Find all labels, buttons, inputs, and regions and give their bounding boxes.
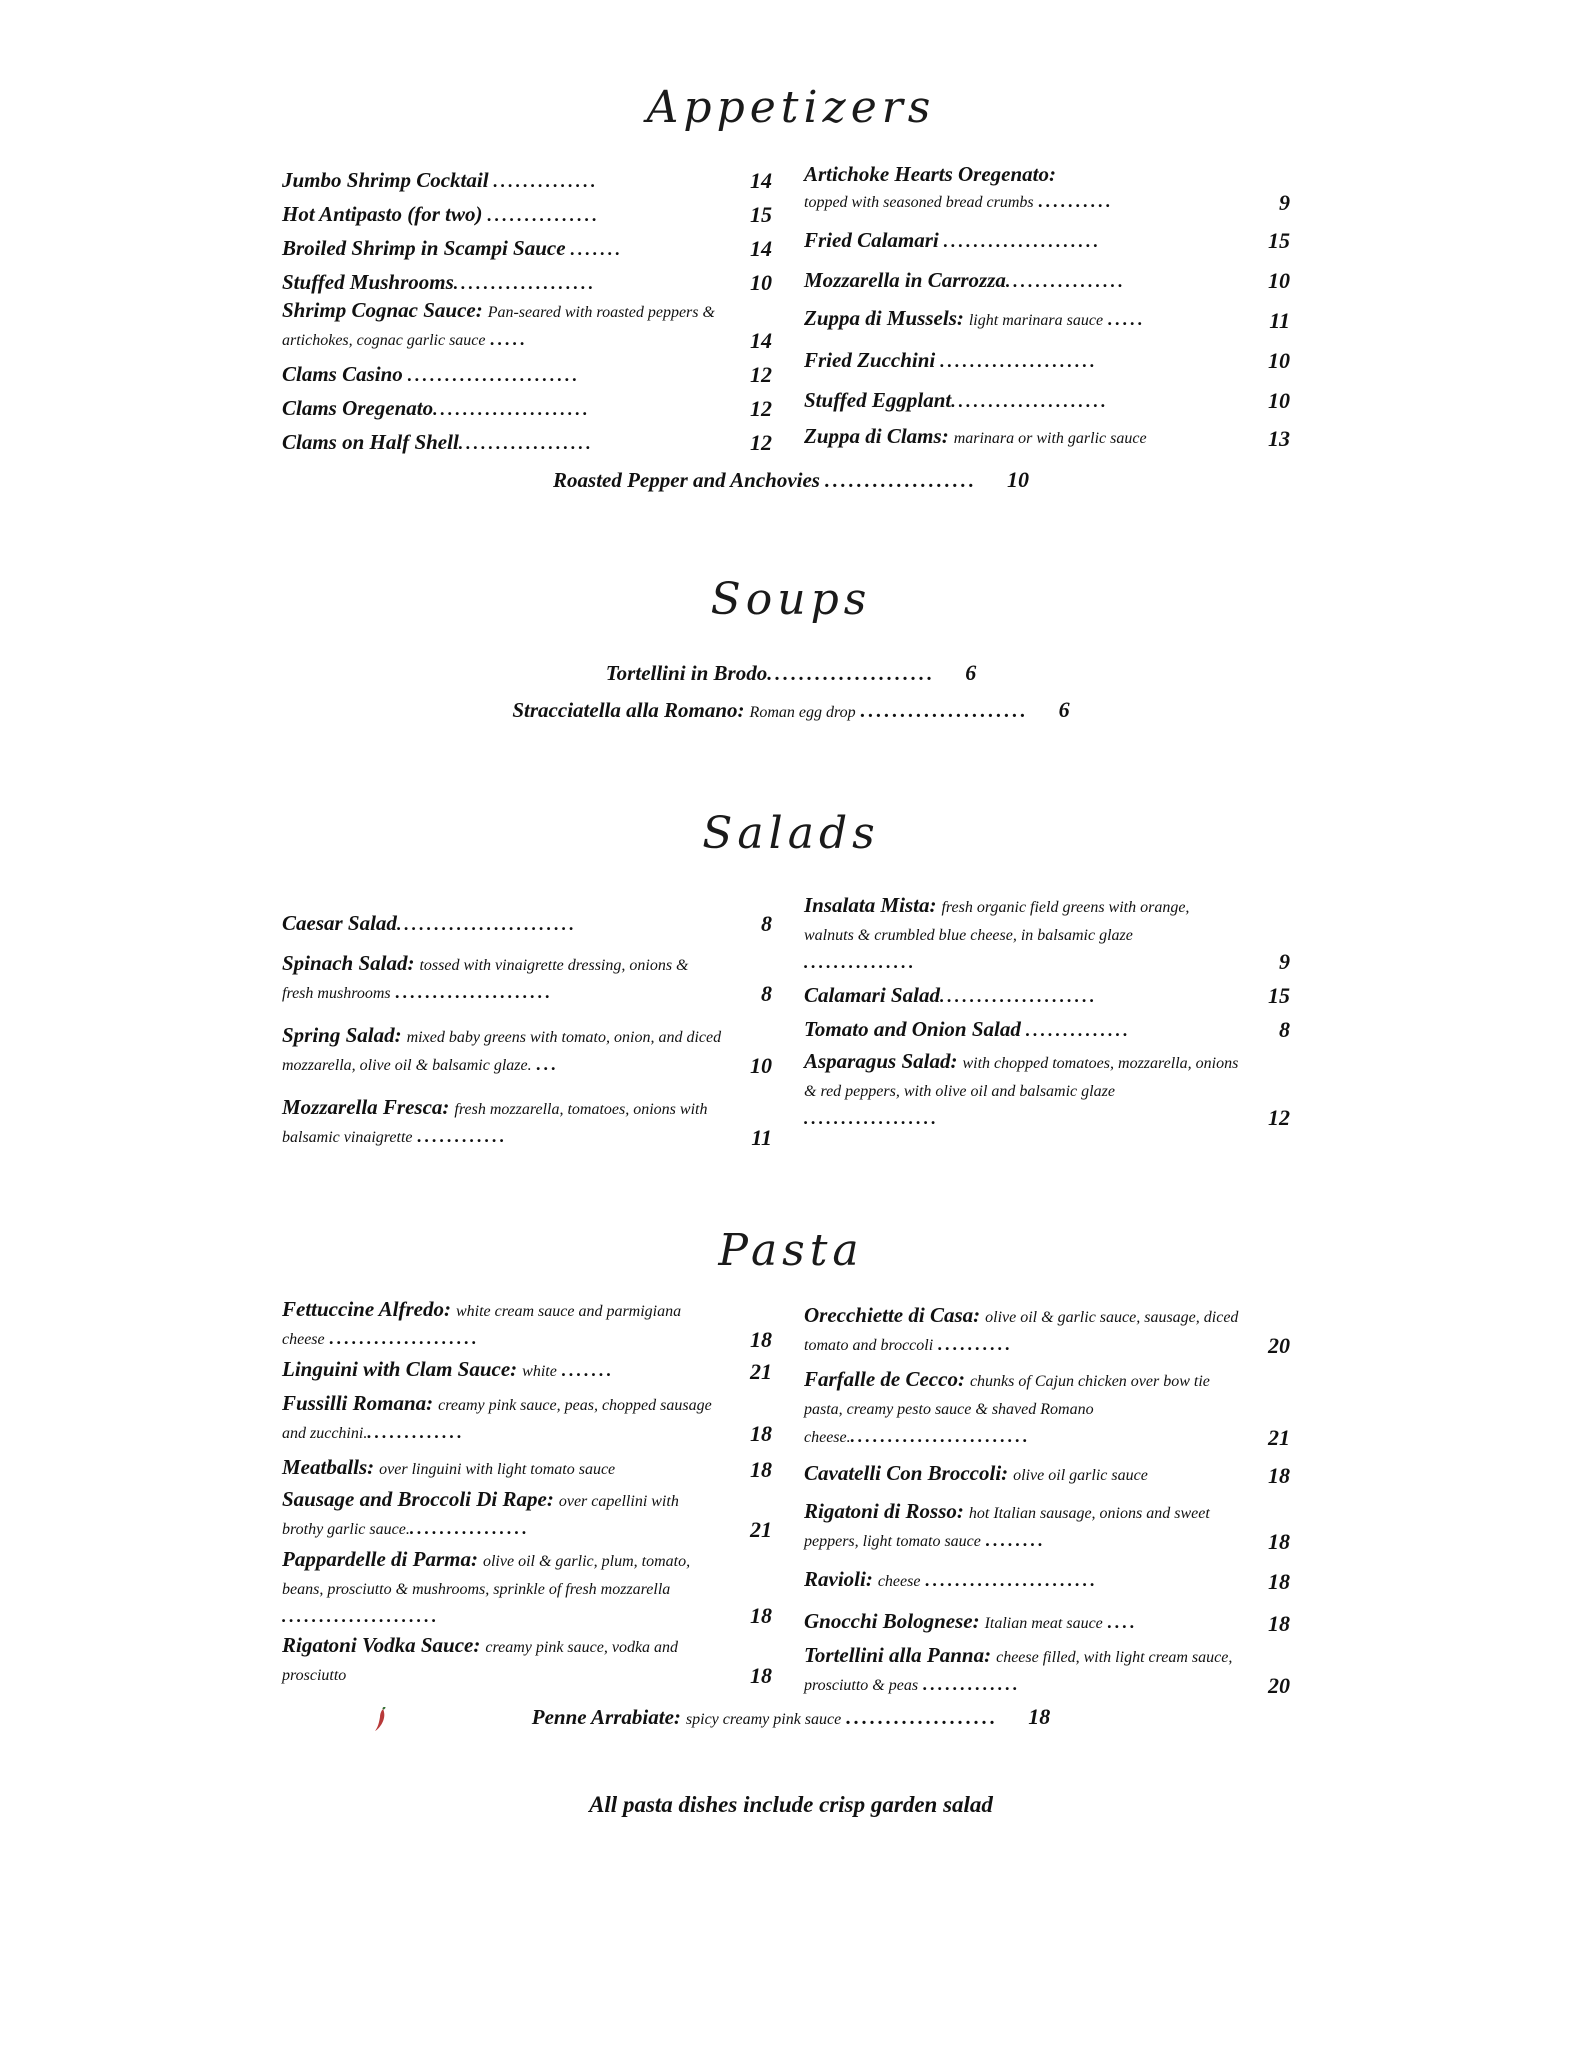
item-name: Clams on Half Shell (282, 430, 459, 454)
menu-item: Shrimp Cognac Sauce: Pan-seared with roasted peppers & artichokes, cognac garlic sauce ..... 14 (282, 298, 772, 353)
center-menu-item: Roasted Pepper and Anchovies ................... 10 (553, 467, 1029, 492)
item-price: 9 (1279, 190, 1290, 215)
pasta-title: Pasta (718, 1225, 864, 1276)
menu-item: Asparagus Salad: with chopped tomatoes, mozzarella, onions & red peppers, with olive oil and balsamic glaze .................. 12 (804, 1049, 1290, 1130)
item-price: 10 (750, 1053, 772, 1078)
item-name: Shrimp Cognac Sauce: (282, 298, 483, 322)
item-name: Linguini with Clam Sauce: (282, 1357, 518, 1381)
item-name: Roasted Pepper and Anchovies (553, 468, 820, 492)
item-description: mixed baby greens with tomato, onion, and diced mozzarella, olive oil & balsamic glaze. (282, 1029, 722, 1074)
item-price: 18 (1268, 1611, 1290, 1636)
menu-item: Spinach Salad: tossed with vinaigrette dressing, onions & fresh mushrooms ..................... 8 (282, 951, 772, 1006)
item-description: creamy pink sauce, vodka and prosciutto (282, 1639, 679, 1684)
item-description: tossed with vinaigrette dressing, onions & fresh mushrooms (282, 957, 689, 1002)
item-price: 15 (1268, 228, 1290, 253)
item-price: 14 (750, 168, 772, 193)
item-price: 9 (1279, 949, 1290, 974)
item-price: 21 (750, 1517, 772, 1542)
menu-item: Mozzarella Fresca: fresh mozzarella, tomatoes, onions with balsamic vinaigrette ............ 11 (282, 1095, 772, 1150)
item-price: 10 (750, 270, 772, 295)
menu-item: Pappardelle di Parma: olive oil & garlic, plum, tomato, beans, prosciutto & mushrooms, sprinkle of fresh mozzarella ..................... 18 (282, 1547, 772, 1628)
appetizers-title: Appetizers (646, 82, 936, 133)
item-name: Asparagus Salad: (804, 1049, 958, 1073)
menu-item (804, 1451, 1290, 1489)
menu-item: Fussilli Romana: creamy pink sauce, peas, chopped sausage and zucchini.............. 18 (282, 1391, 772, 1446)
item-price: 20 (1268, 1673, 1290, 1698)
item-price: 18 (1268, 1569, 1290, 1594)
menu-item (804, 414, 1290, 452)
item-description: marinara or with garlic sauce (953, 430, 1147, 447)
item-name: Stracciatella alla Romano: (512, 698, 745, 722)
item-price: 6 (965, 660, 977, 685)
item-description: Italian meat sauce (984, 1615, 1103, 1632)
item-name: Mozzarella Fresca: (282, 1095, 450, 1119)
item-name: Fettuccine Alfredo: (282, 1297, 451, 1321)
item-name: Penne Arrabiate: (531, 1705, 681, 1729)
menu-item: Rigatoni di Rosso: hot Italian sausage, onions and sweet peppers, light tomato sauce ........ 18 (804, 1499, 1290, 1554)
menu-item: Fried Calamari ..................... 15 (804, 228, 1290, 253)
item-name: Tortellini alla Panna: (804, 1643, 992, 1667)
item-price: 20 (1268, 1333, 1290, 1358)
item-description: cheese (877, 1573, 921, 1590)
menu-item: Calamari Salad..................... 15 (804, 983, 1290, 1008)
menu-item: Farfalle de Cecco: chunks of Cajun chicken over bow tie pasta, creamy pesto sauce & shaved Romano cheese......................... 21 (804, 1367, 1290, 1450)
menu-item: Insalata Mista: fresh organic field greens with orange, walnuts & crumbled blue cheese, in balsamic glaze ............... 9 (804, 893, 1290, 974)
item-description: over capellini with brothy garlic sauce. (282, 1493, 679, 1538)
menu-item: Clams on Half Shell.................. 12 (282, 430, 772, 455)
item-name: Tomato and Onion Salad (804, 1017, 1021, 1041)
item-description: olive oil garlic sauce (1013, 1467, 1148, 1484)
menu-item: Ravioli: cheese ....................... 18 (804, 1567, 1290, 1594)
item-description: white (522, 1363, 557, 1380)
item-description: Pan-seared with roasted peppers & artichokes, cognac garlic sauce (282, 304, 715, 349)
item-name: Broiled Shrimp in Scampi Sauce (282, 236, 566, 260)
pasta-right-column (804, 1297, 1290, 1699)
item-name: Sausage and Broccoli Di Rape: (282, 1487, 554, 1511)
item-name: Rigatoni di Rosso: (804, 1499, 964, 1523)
pasta-note: All pasta dishes include crisp garden salad (589, 1792, 993, 1817)
item-price: 8 (1279, 1017, 1290, 1042)
item-price: 10 (1006, 467, 1029, 492)
item-description: spicy creamy pink sauce (685, 1711, 842, 1728)
item-name: Mozzarella in Carrozza (804, 268, 1006, 292)
item-description: fresh mozzarella, tomatoes, onions with balsamic vinaigrette (282, 1101, 708, 1146)
item-price: 13 (1268, 426, 1290, 451)
menu-item: Fettuccine Alfredo: white cream sauce and parmigiana cheese .................... 18 (282, 1297, 772, 1352)
item-price: 10 (1268, 388, 1290, 413)
item-price: 11 (1269, 308, 1290, 333)
item-price: 12 (750, 430, 772, 455)
item-price: 12 (1268, 1105, 1290, 1130)
menu-item: Caesar Salad........................ 8 (282, 911, 772, 936)
item-description: creamy pink sauce, peas, chopped sausage and zucchini. (282, 1397, 712, 1442)
item-price: 8 (761, 981, 772, 1006)
menu-item: Zuppa di Mussels: light marinara sauce ..... 11 (804, 306, 1290, 333)
item-price: 18 (750, 1327, 772, 1352)
item-name: Gnocchi Bolognese: (804, 1609, 980, 1633)
menu-item: Tomato and Onion Salad .............. 8 (804, 1017, 1290, 1042)
item-name: Fussilli Romana: (282, 1391, 434, 1415)
item-name: Clams Oregenato (282, 396, 434, 420)
menu-item: Broiled Shrimp in Scampi Sauce ....... 14 (282, 236, 772, 261)
item-name: Tortellini in Brodo (605, 661, 768, 685)
item-description: over linguini with light tomato sauce (379, 1461, 616, 1478)
item-price: 21 (1268, 1425, 1290, 1450)
item-name: Calamari Salad (804, 983, 940, 1007)
item-name: Fried Calamari (804, 228, 939, 252)
item-description: hot Italian sausage, onions and sweet peppers, light tomato sauce (804, 1505, 1210, 1550)
center-menu-item: Tortellini in Brodo..................... 6 (605, 660, 977, 685)
item-price: 8 (761, 911, 772, 936)
menu-item: Fried Zucchini ..................... 10 (804, 348, 1290, 373)
item-name: Orecchiette di Casa: (804, 1303, 981, 1327)
item-price: 15 (1268, 983, 1290, 1008)
item-description: olive oil & garlic, plum, tomato, beans, prosciutto & mushrooms, sprinkle of fresh mozzarella (282, 1553, 691, 1598)
item-name: Zuppa di Clams: (804, 424, 949, 448)
menu-item: Orecchiette di Casa: olive oil & garlic sauce, sausage, diced tomato and broccoli .......... 20 (804, 1303, 1290, 1358)
item-description: topped with seasoned bread crumbs (804, 194, 1034, 211)
item-price: 6 (1058, 697, 1070, 722)
item-name: Jumbo Shrimp Cocktail (282, 168, 489, 192)
item-name: Cavatelli Con Broccoli: (804, 1461, 1009, 1485)
item-price: 18 (750, 1457, 772, 1482)
menu-item: Tortellini alla Panna: cheese filled, with light cream sauce, prosciutto & peas ............. 20 (804, 1643, 1290, 1698)
item-price: 12 (750, 362, 772, 387)
menu-item: Linguini with Clam Sauce: white ....... 21 (282, 1357, 772, 1384)
item-price: 18 (1268, 1529, 1290, 1554)
item-price: 18 (750, 1421, 772, 1446)
menu-item (282, 1447, 772, 1483)
item-name: Artichoke Hearts Oregenato: (804, 162, 1056, 186)
menu-item: Clams Oregenato..................... 12 (282, 396, 772, 421)
item-price: 10 (1268, 268, 1290, 293)
item-name: Meatballs: (282, 1455, 375, 1479)
appetizers-right-column (804, 160, 1290, 452)
item-price: 18 (750, 1603, 772, 1628)
item-price: 12 (750, 396, 772, 421)
item-description: olive oil & garlic sauce, sausage, diced tomato and broccoli (804, 1309, 1239, 1354)
appetizers-left-column (282, 160, 772, 456)
item-name: Farfalle de Cecco: (804, 1367, 965, 1391)
item-description: light marinara sauce (968, 312, 1104, 329)
menu-item: Mozzarella in Carrozza................ 10 (804, 268, 1290, 293)
item-price: 18 (750, 1663, 772, 1688)
salads-right-column (804, 895, 1290, 1131)
item-name: Spinach Salad: (282, 951, 415, 975)
center-menu-item: Stracciatella alla Romano: Roman egg drop ..................... 6 (512, 697, 1070, 722)
item-description: chunks of Cajun chicken over bow tie pasta, creamy pesto sauce & shaved Romano cheese. (804, 1373, 1210, 1446)
menu-item: Spring Salad: mixed baby greens with tomato, onion, and diced mozzarella, olive oil & balsamic glaze. ... 10 (282, 1023, 772, 1078)
center-menu-item: Penne Arrabiate: spicy creamy pink sauce ................... 18 (531, 1704, 1051, 1729)
item-price: 18 (1268, 1463, 1290, 1488)
salads-title: Salads (702, 808, 880, 859)
item-name: Insalata Mista: (804, 893, 937, 917)
item-name: Stuffed Mushrooms (282, 270, 454, 294)
menu-item: Stuffed Mushrooms................... 10 (282, 270, 772, 295)
item-description: cheese filled, with light cream sauce, prosciutto & peas (804, 1649, 1233, 1694)
item-price: 11 (751, 1125, 772, 1150)
item-description: Roman egg drop (749, 704, 856, 721)
menu-item: Artichoke Hearts Oregenato: topped with seasoned bread crumbs .......... 9 (804, 162, 1290, 215)
menu-item: Jumbo Shrimp Cocktail .............. 14 (282, 168, 772, 193)
item-name: Spring Salad: (282, 1023, 402, 1047)
item-name: Rigatoni Vodka Sauce: (282, 1633, 481, 1657)
item-price: 14 (750, 328, 772, 353)
item-description: fresh organic field greens with orange, walnuts & crumbled blue cheese, in balsamic glaze (804, 899, 1190, 944)
salads-left-column (282, 895, 772, 1151)
item-name: Hot Antipasto (for two) (282, 202, 483, 226)
item-name: Stuffed Eggplant (804, 388, 952, 412)
item-description: with chopped tomatoes, mozzarella, onions & red peppers, with olive oil and balsamic glaze (804, 1055, 1239, 1100)
item-price: 10 (1268, 348, 1290, 373)
item-name: Clams Casino (282, 362, 403, 386)
item-price: 21 (750, 1359, 772, 1384)
item-name: Pappardelle di Parma: (282, 1547, 478, 1571)
item-price: 18 (1028, 1704, 1051, 1729)
item-name: Zuppa di Mussels: (804, 306, 964, 330)
menu-item: Sausage and Broccoli Di Rape: over capellini with brothy garlic sauce................. 21 (282, 1487, 772, 1542)
soups-title: Soups (710, 574, 872, 625)
item-price: 14 (750, 236, 772, 261)
menu-item: Hot Antipasto (for two) ............... 15 (282, 202, 772, 227)
item-name: Ravioli: (804, 1567, 873, 1591)
menu-item: Clams Casino ....................... 12 (282, 362, 772, 387)
menu-item (282, 1629, 772, 1689)
item-description: white cream sauce and parmigiana cheese (282, 1303, 682, 1348)
item-price: 15 (750, 202, 772, 227)
menu-item: Stuffed Eggplant..................... 10 (804, 388, 1290, 413)
menu-item: Gnocchi Bolognese: Italian meat sauce .... 18 (804, 1609, 1290, 1636)
item-name: Caesar Salad (282, 911, 397, 935)
item-name: Fried Zucchini (804, 348, 936, 372)
pasta-left-column (282, 1297, 772, 1689)
